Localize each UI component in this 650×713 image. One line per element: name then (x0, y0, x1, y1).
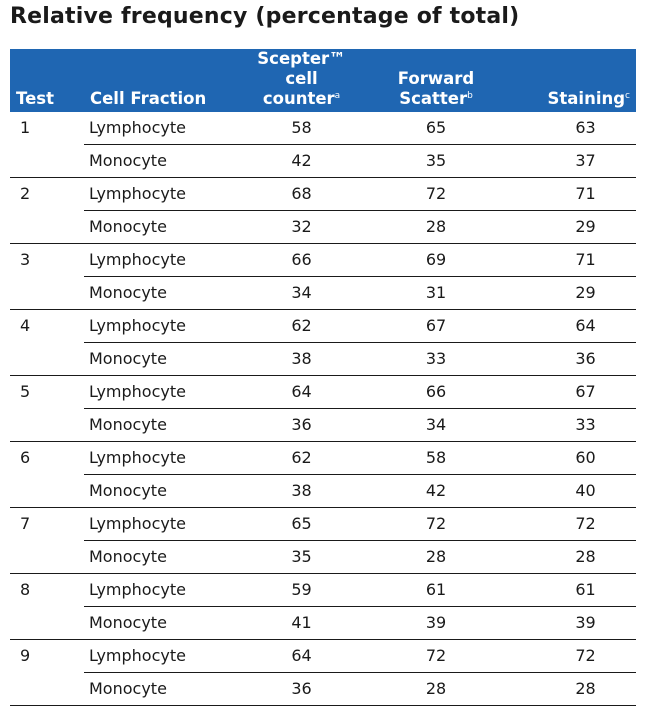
forward-scatter-value-cell: 42 (369, 475, 503, 508)
forward-scatter-value-cell: 28 (369, 541, 503, 574)
staining-value-cell: 29 (503, 211, 636, 244)
forward-scatter-value-cell: 31 (369, 277, 503, 310)
table-row (10, 112, 636, 145)
forward-scatter-value-cell: 33 (369, 343, 503, 376)
scepter-value-cell: 62 (234, 310, 369, 343)
scepter-value-cell: 36 (234, 673, 369, 706)
staining-value-cell: 33 (503, 409, 636, 442)
test-number-cell: 7 (10, 508, 84, 574)
scepter-value-cell: 64 (234, 640, 369, 673)
header-scepter (234, 49, 369, 112)
cell-fraction-cell: Monocyte (84, 145, 234, 178)
table-row (10, 442, 636, 475)
table-row (10, 310, 636, 343)
forward-scatter-value-cell: 72 (369, 178, 503, 211)
forward-scatter-value-cell: 28 (369, 211, 503, 244)
test-number-cell: 1 (10, 112, 84, 178)
cell-fraction-cell: Monocyte (84, 211, 234, 244)
staining-value-cell: 40 (503, 475, 636, 508)
table-row (10, 277, 636, 310)
table-body (10, 112, 636, 706)
staining-value-cell: 29 (503, 277, 636, 310)
table-row (10, 376, 636, 409)
scepter-value-cell: 41 (234, 607, 369, 640)
scepter-value-cell: 35 (234, 541, 369, 574)
cell-fraction-cell: Lymphocyte (84, 640, 234, 673)
staining-value-cell: 67 (503, 376, 636, 409)
cell-fraction-cell: Monocyte (84, 607, 234, 640)
test-number-cell: 8 (10, 574, 84, 640)
forward-scatter-value-cell: 39 (369, 607, 503, 640)
staining-value-cell: 36 (503, 343, 636, 376)
forward-scatter-value-cell: 72 (369, 508, 503, 541)
forward-scatter-value-cell: 67 (369, 310, 503, 343)
cell-fraction-cell: Lymphocyte (84, 112, 234, 145)
cell-fraction-cell: Monocyte (84, 343, 234, 376)
cell-fraction-cell: Lymphocyte (84, 508, 234, 541)
header-scepter-line1: Scepter™ cell (257, 49, 346, 88)
test-number-cell: 4 (10, 310, 84, 376)
cell-fraction-cell: Monocyte (84, 277, 234, 310)
cell-fraction-cell: Monocyte (84, 475, 234, 508)
scepter-value-cell: 59 (234, 574, 369, 607)
table-row (10, 640, 636, 673)
scepter-value-cell: 64 (234, 376, 369, 409)
cell-fraction-cell: Monocyte (84, 673, 234, 706)
header-scepter-line2: counter (262, 89, 335, 108)
header-staining-label: Staining (547, 89, 626, 108)
scepter-value-cell: 38 (234, 343, 369, 376)
forward-scatter-value-cell: 34 (369, 409, 503, 442)
table-row (10, 574, 636, 607)
scepter-value-cell: 65 (234, 508, 369, 541)
header-test-label: Test (16, 89, 54, 108)
forward-scatter-value-cell: 35 (369, 145, 503, 178)
header-staining (503, 49, 636, 112)
forward-scatter-value-cell: 58 (369, 442, 503, 475)
table-row (10, 409, 636, 442)
cell-fraction-cell: Lymphocyte (84, 244, 234, 277)
table-row (10, 673, 636, 706)
table-row (10, 343, 636, 376)
scepter-value-cell: 36 (234, 409, 369, 442)
staining-value-cell: 71 (503, 244, 636, 277)
header-row (10, 49, 636, 112)
header-cell-fraction-label: Cell Fraction (90, 89, 207, 108)
staining-value-cell: 37 (503, 145, 636, 178)
test-number-cell: 9 (10, 640, 84, 706)
cell-fraction-cell: Lymphocyte (84, 442, 234, 475)
test-number-cell: 2 (10, 178, 84, 244)
forward-scatter-value-cell: 69 (369, 244, 503, 277)
cell-fraction-cell: Lymphocyte (84, 376, 234, 409)
forward-scatter-value-cell: 72 (369, 640, 503, 673)
header-forward-scatter (369, 49, 503, 112)
staining-value-cell: 39 (503, 607, 636, 640)
test-number-cell: 5 (10, 376, 84, 442)
header-cell-fraction (84, 49, 234, 112)
cell-fraction-cell: Lymphocyte (84, 178, 234, 211)
scepter-value-cell: 62 (234, 442, 369, 475)
staining-value-cell: 28 (503, 673, 636, 706)
table-header (10, 49, 636, 112)
staining-value-cell: 72 (503, 508, 636, 541)
scepter-value-cell: 38 (234, 475, 369, 508)
table-row (10, 178, 636, 211)
table-row (10, 211, 636, 244)
cell-fraction-cell: Monocyte (84, 541, 234, 574)
scepter-value-cell: 42 (234, 145, 369, 178)
forward-scatter-value-cell: 28 (369, 673, 503, 706)
frequency-table (10, 49, 636, 706)
header-forward-line1: Forward (397, 69, 475, 88)
table-row (10, 244, 636, 277)
table-row (10, 541, 636, 574)
forward-scatter-value-cell: 66 (369, 376, 503, 409)
footnote-marker-b: b (467, 91, 473, 101)
staining-value-cell: 28 (503, 541, 636, 574)
staining-value-cell: 61 (503, 574, 636, 607)
staining-value-cell: 60 (503, 442, 636, 475)
cell-fraction-cell: Lymphocyte (84, 310, 234, 343)
scepter-value-cell: 34 (234, 277, 369, 310)
staining-value-cell: 71 (503, 178, 636, 211)
cell-fraction-cell: Monocyte (84, 409, 234, 442)
test-number-cell: 6 (10, 442, 84, 508)
staining-value-cell: 63 (503, 112, 636, 145)
table-row (10, 607, 636, 640)
forward-scatter-value-cell: 61 (369, 574, 503, 607)
staining-value-cell: 72 (503, 640, 636, 673)
footnote-marker-a: a (334, 91, 341, 101)
page-title: Relative frequency (percentage of total) (10, 4, 520, 29)
staining-value-cell: 64 (503, 310, 636, 343)
footnote-marker-c: c (625, 91, 630, 101)
scepter-value-cell: 66 (234, 244, 369, 277)
scepter-value-cell: 68 (234, 178, 369, 211)
table-row (10, 508, 636, 541)
header-test (10, 49, 84, 112)
cell-fraction-cell: Lymphocyte (84, 574, 234, 607)
scepter-value-cell: 32 (234, 211, 369, 244)
forward-scatter-value-cell: 65 (369, 112, 503, 145)
table-row (10, 145, 636, 178)
header-forward-line2: Scatter (399, 89, 468, 108)
scepter-value-cell: 58 (234, 112, 369, 145)
table-row (10, 475, 636, 508)
test-number-cell: 3 (10, 244, 84, 310)
